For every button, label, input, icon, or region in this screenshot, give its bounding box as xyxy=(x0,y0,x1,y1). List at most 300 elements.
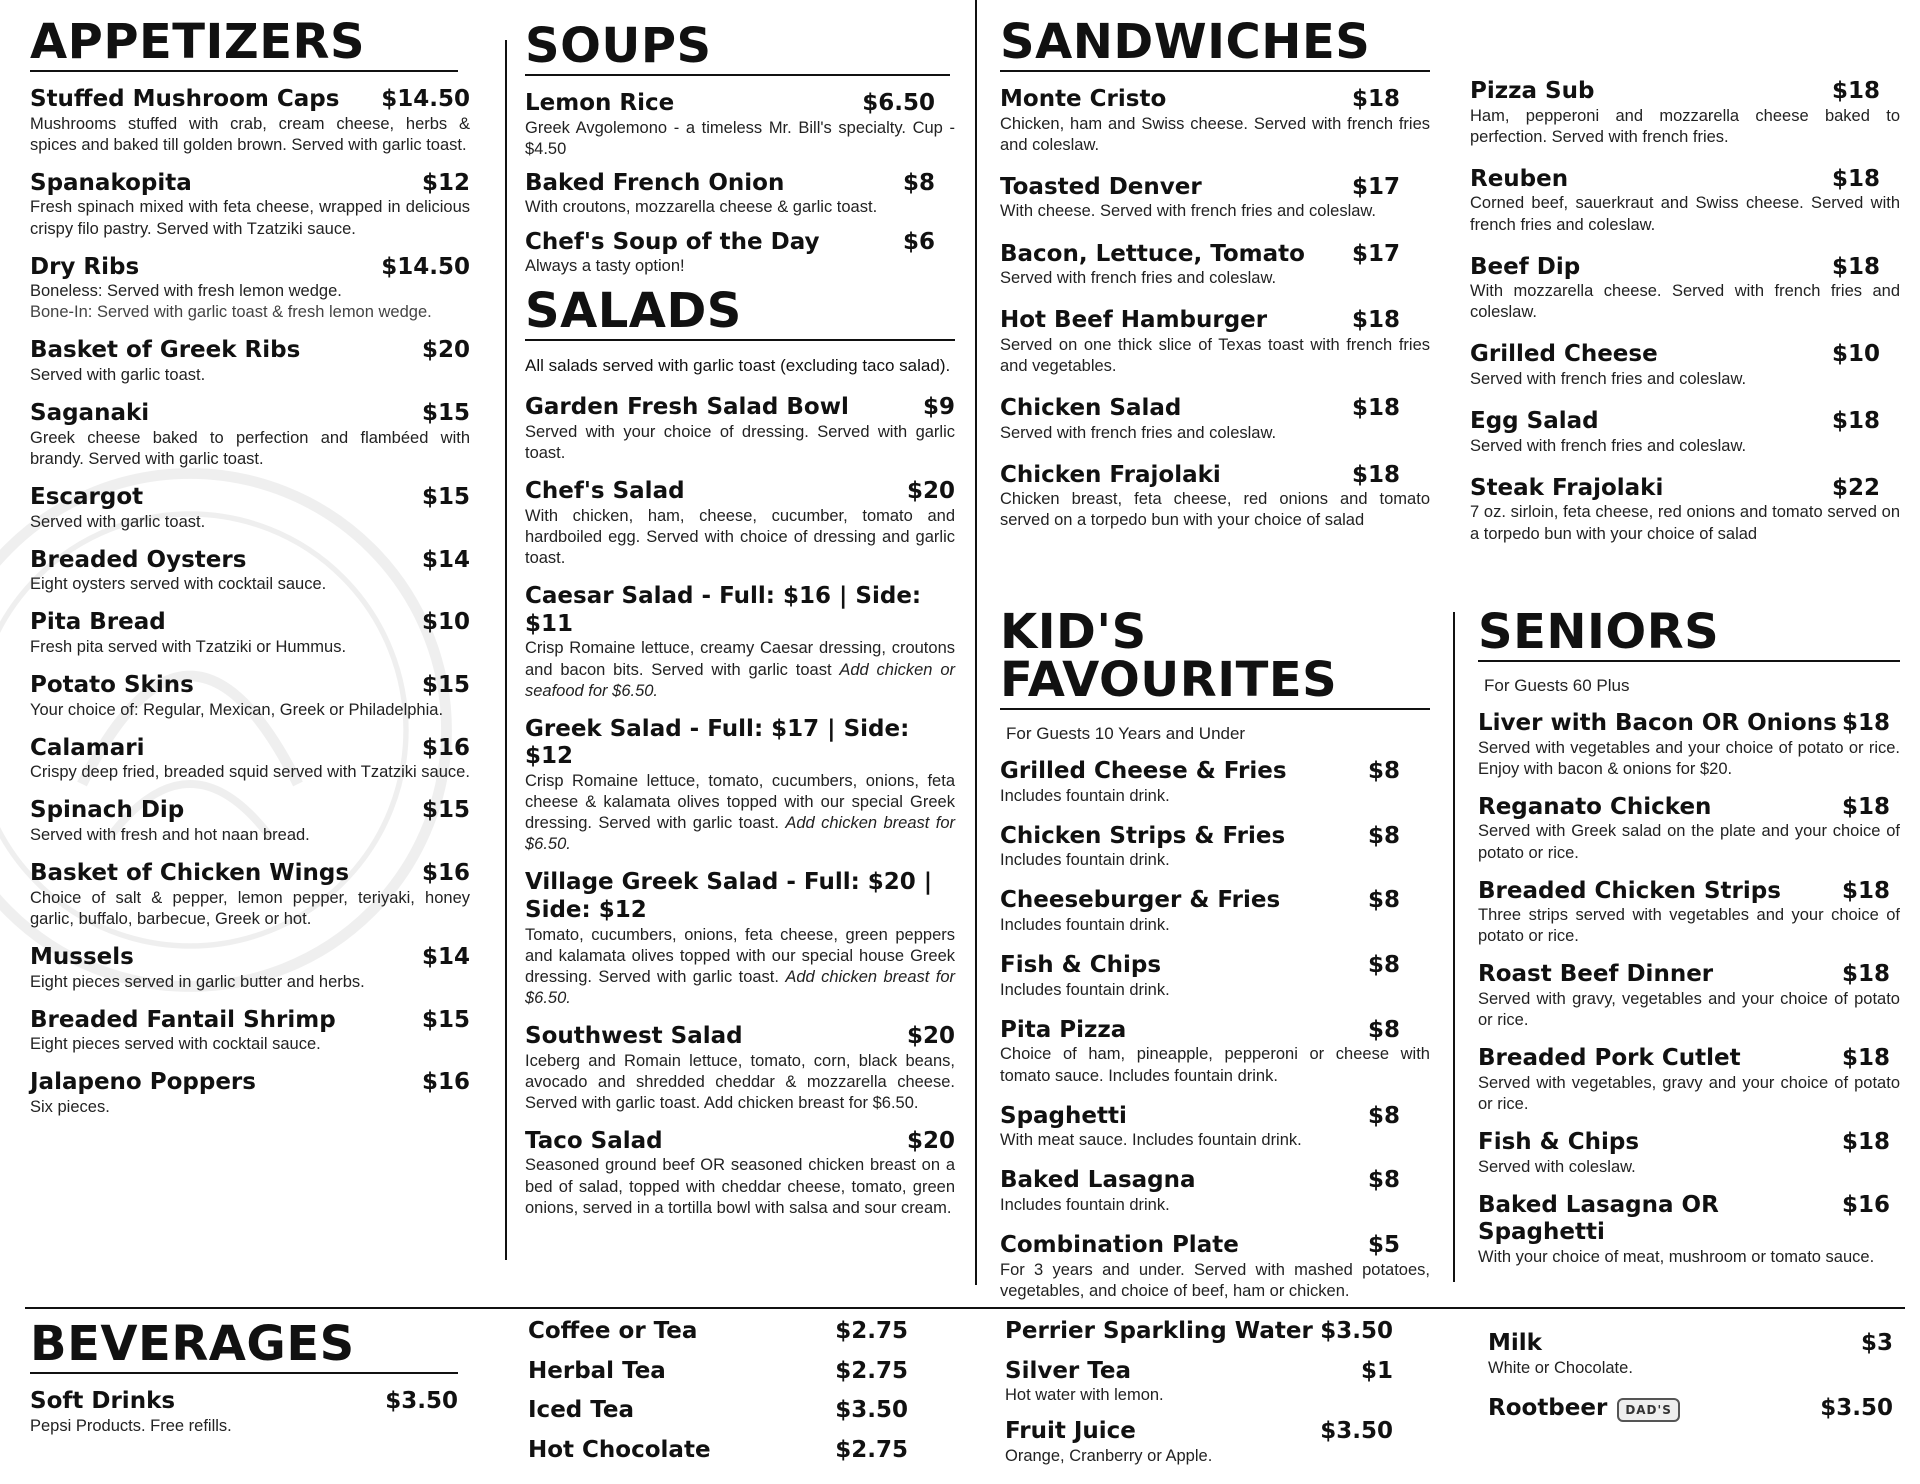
menu-item xyxy=(1005,1318,1413,1346)
menu-item-name-wrap xyxy=(525,716,955,771)
menu-item-price: $8 xyxy=(1367,952,1400,979)
menu-item-price: $12 xyxy=(421,169,470,196)
menu-item-addon-note: Add chicken or seafood for $6.50. xyxy=(525,660,955,700)
menu-item-name: Bacon, Lettuce, Tomato xyxy=(1000,240,1305,267)
menu-item xyxy=(525,583,955,702)
menu-item-description xyxy=(1000,850,1430,871)
menu-item-description-text: Crisp Romaine lettuce, creamy Caesar dressing, croutons and bacon bits. Served with garlic toast xyxy=(525,639,955,679)
menu-item-name: Soft Drinks xyxy=(30,1388,176,1414)
menu-item-name-wrap xyxy=(528,1318,697,1346)
menu-item-description xyxy=(1000,114,1430,156)
menu-item-name: Southwest Salad xyxy=(525,1022,743,1049)
menu-item-header xyxy=(30,735,470,763)
menu-item-price: $6 xyxy=(902,228,935,255)
menu-item-name-wrap xyxy=(528,1358,666,1386)
menu-item-description-text: Served with french fries and coleslaw. xyxy=(1000,423,1277,442)
menu-item-header xyxy=(1488,1395,1893,1423)
menu-item xyxy=(1470,475,1900,545)
menu-item-price: $6.50 xyxy=(862,90,935,116)
menu-item xyxy=(1470,78,1900,148)
menu-item xyxy=(525,1128,955,1219)
menu-item-name: Spaghetti xyxy=(1000,1102,1127,1129)
menu-item-description-text: With cheese. Served with french fries and coleslaw. xyxy=(1000,202,1377,221)
menu-item-description xyxy=(1000,1260,1430,1302)
menu-item-header xyxy=(525,1023,955,1051)
menu-item xyxy=(30,860,470,930)
menu-item-header xyxy=(30,609,470,637)
divider-kids-seniors xyxy=(1453,612,1455,1282)
menu-item-addon-note: Add chicken breast for $6.50. xyxy=(525,967,955,1007)
menu-item-description xyxy=(1470,436,1900,457)
menu-item xyxy=(1000,307,1430,377)
menu-item-description xyxy=(30,512,470,533)
menu-item-description-text: Served with french fries and coleslaw. xyxy=(1000,269,1277,288)
menu-item-name: Chicken Strips & Fries xyxy=(1000,822,1286,849)
menu-item-description xyxy=(30,888,470,930)
beverages-section xyxy=(30,1316,458,1445)
menu-item xyxy=(1000,1232,1430,1302)
menu-item-description xyxy=(1478,1247,1900,1268)
menu-item xyxy=(1000,395,1430,444)
menu-item-name: Breaded Fantail Shrimp xyxy=(30,1006,336,1033)
menu-item-price: $14 xyxy=(421,943,470,970)
menu-item xyxy=(525,170,955,219)
menu-item-name-wrap xyxy=(1000,823,1285,851)
menu-item-description xyxy=(30,428,470,470)
menu-item-name: Garden Fresh Salad Bowl xyxy=(525,394,849,421)
menu-item-description-text: Served with garlic toast. xyxy=(30,366,206,385)
menu-item-description-text: Hot water with lemon. xyxy=(1005,1386,1164,1405)
menu-item-description xyxy=(1000,1130,1430,1151)
menu-item-description-text: Fresh spinach mixed with feta cheese, wrapped in delicious crispy filo pastry. Served with Tzatziki sauce. xyxy=(30,198,470,238)
menu-item-price: $15 xyxy=(421,1006,470,1033)
menu-item-price: $15 xyxy=(421,797,470,824)
menu-item-name: Baked French Onion xyxy=(525,169,785,196)
sandwiches-section-right xyxy=(1470,78,1900,563)
menu-item xyxy=(1488,1330,1893,1379)
menu-item-description xyxy=(1005,1446,1413,1467)
menu-item-price: $18 xyxy=(1841,1129,1890,1156)
menu-item-header xyxy=(30,337,470,365)
menu-item-price: $18 xyxy=(1831,408,1880,435)
menu-item-description xyxy=(1470,502,1900,544)
menu-item-description xyxy=(1000,786,1430,807)
menu-item-price: $10 xyxy=(421,609,470,636)
menu-item-name: Reganato Chicken xyxy=(1478,793,1712,820)
menu-item-name-wrap xyxy=(30,170,192,198)
menu-item xyxy=(1470,341,1900,390)
kids-section xyxy=(1000,604,1430,1318)
menu-item-name: Hot Beef Hamburger xyxy=(1000,307,1268,334)
menu-item-name-wrap xyxy=(525,90,674,118)
menu-item-header xyxy=(1000,823,1430,851)
menu-item xyxy=(1478,1192,1900,1268)
menu-item-description xyxy=(30,1416,458,1437)
menu-item-name: Chicken Salad xyxy=(1000,395,1182,422)
beverages-list-b xyxy=(528,1318,928,1464)
menu-item-header xyxy=(30,254,470,282)
divider-soups-sandwiches xyxy=(975,0,977,1285)
menu-item-name-wrap xyxy=(528,1437,711,1465)
menu-item-description xyxy=(1000,201,1430,222)
menu-item xyxy=(525,869,955,1009)
menu-item xyxy=(1000,241,1430,290)
menu-item-header xyxy=(525,1128,955,1156)
sandwiches-list-left xyxy=(1000,86,1430,532)
menu-item xyxy=(528,1437,928,1465)
menu-item-description-text: Served with vegetables and your choice of potato or rice. Enjoy with bacon & onions for $20. xyxy=(1478,738,1900,778)
menu-item xyxy=(525,716,955,856)
menu-item-name-wrap xyxy=(1000,758,1287,786)
menu-item xyxy=(1470,254,1900,324)
menu-item-header xyxy=(1000,1232,1430,1260)
menu-item-name-wrap xyxy=(1000,952,1161,980)
menu-item-description-text: Served with gravy, vegetables and your choice of potato or rice. xyxy=(1478,990,1900,1030)
menu-item-header xyxy=(1000,174,1430,202)
menu-item xyxy=(30,170,470,240)
menu-item-description-text: With croutons, mozzarella cheese & garlic toast. xyxy=(525,198,878,217)
menu-item-description xyxy=(30,365,470,386)
menu-item-header xyxy=(30,1388,458,1416)
menu-item-name: Breaded Chicken Strips xyxy=(1478,877,1781,904)
menu-item-header xyxy=(1000,462,1430,490)
soups-list xyxy=(525,90,955,277)
menu-item-name: Chef's Salad xyxy=(525,478,685,505)
menu-item-name-wrap xyxy=(525,1128,663,1156)
menu-item-header xyxy=(30,797,470,825)
menu-item-name-wrap xyxy=(1005,1358,1131,1386)
menu-item-name-wrap xyxy=(30,672,194,700)
menu-item-price: $16 xyxy=(421,1069,470,1096)
menu-item-header xyxy=(525,869,955,924)
sandwiches-section-left xyxy=(1000,14,1430,550)
menu-item-header xyxy=(1478,961,1900,989)
sandwiches-title: SANDWICHES xyxy=(1000,18,1430,72)
menu-item xyxy=(30,672,470,721)
menu-item-description-text: Chicken breast, feta cheese, red onions and tomato served on a torpedo bun with your choice of salad xyxy=(1000,490,1430,530)
menu-item xyxy=(1005,1418,1413,1467)
menu-item-description-text: Served with fresh and hot naan bread. xyxy=(30,826,310,845)
menu-item-description-text: Boneless: Served with fresh lemon wedge. xyxy=(30,282,342,301)
salads-intro: All salads served with garlic toast (excluding taco salad). xyxy=(525,356,951,376)
menu-item-name-wrap xyxy=(1470,408,1599,436)
menu-item-name: Hot Chocolate xyxy=(528,1436,711,1463)
menu-item-description-text: Served with vegetables, gravy and your choice of potato or rice. xyxy=(1478,1073,1900,1113)
menu-item-price: $18 xyxy=(1351,461,1400,488)
menu-item-name: Roast Beef Dinner xyxy=(1478,961,1714,988)
menu-item-price: $18 xyxy=(1351,86,1400,112)
menu-item-name: Calamari xyxy=(30,734,145,761)
menu-item-description-text: Seasoned ground beef OR seasoned chicken breast on a bed of salad, topped with cheddar cheese, tomato, green onions, served in a tortilla bowl with salsa and sour cream. xyxy=(525,1156,955,1217)
menu-item-description-text: 7 oz. sirloin, feta cheese, red onions and tomato served on a torpedo bun with your choice of salad xyxy=(1470,503,1900,543)
menu-item-price: $20 xyxy=(906,478,955,505)
menu-item-price: $3.50 xyxy=(835,1397,908,1424)
menu-item-description-text: Includes fountain drink. xyxy=(1000,980,1170,999)
menu-item-name-wrap xyxy=(525,583,955,638)
menu-item-price: $8 xyxy=(902,169,935,196)
menu-item-header xyxy=(1005,1318,1413,1346)
menu-item-name: Monte Cristo xyxy=(1000,86,1167,112)
menu-item-name-wrap xyxy=(1488,1330,1542,1358)
menu-item-description xyxy=(1478,1157,1900,1178)
menu-item-description-text: Greek cheese baked to perfection and flambéed with brandy. Served with garlic toast. xyxy=(30,428,470,468)
menu-item-header xyxy=(528,1437,928,1465)
menu-item-name: Pizza Sub xyxy=(1470,78,1595,104)
menu-item-name-wrap xyxy=(1000,174,1202,202)
menu-item-price: $14 xyxy=(421,546,470,573)
menu-item-name-wrap xyxy=(1000,241,1305,269)
menu-item-name-wrap xyxy=(525,478,685,506)
menu-item-name: Lemon Rice xyxy=(525,90,675,116)
menu-item-price: $2.75 xyxy=(835,1318,908,1344)
menu-item-price: $17 xyxy=(1351,173,1400,200)
menu-item-name-wrap xyxy=(30,1388,175,1416)
menu-item-price: $18 xyxy=(1841,961,1890,988)
menu-item-description xyxy=(525,1051,955,1114)
menu-item xyxy=(30,484,470,533)
menu-item-name: Stuffed Mushroom Caps xyxy=(30,86,340,112)
menu-item xyxy=(30,1388,458,1437)
menu-item-name: Spinach Dip xyxy=(30,797,185,824)
menu-item xyxy=(525,1023,955,1114)
beverages-list-c xyxy=(1005,1318,1413,1467)
salads-title: SALADS xyxy=(525,287,955,341)
menu-item xyxy=(1000,823,1430,872)
menu-item-header xyxy=(30,547,470,575)
menu-item-description xyxy=(1470,193,1900,235)
menu-item-header xyxy=(1000,241,1430,269)
menu-item-description-text: Six pieces. xyxy=(30,1097,110,1116)
menu-item-price: $2.75 xyxy=(835,1357,908,1384)
kids-title: KID'S FAVOURITES xyxy=(1000,608,1430,710)
beverages-list-d xyxy=(1488,1330,1893,1422)
menu-item-name: Village Greek Salad - Full: $20 | Side: $12 xyxy=(525,869,933,923)
menu-item-header xyxy=(1000,952,1430,980)
soups-salads-section xyxy=(525,18,955,1233)
menu-item-name-wrap xyxy=(1000,462,1221,490)
menu-item-name-wrap xyxy=(30,400,149,428)
menu-item-description-text: For 3 years and under. Served with mashed potatoes, vegetables, and choice of beef, ham or chicken. xyxy=(1000,1260,1430,1300)
menu-item-price: $18 xyxy=(1841,793,1890,820)
menu-item-name: Dry Ribs xyxy=(30,253,140,280)
menu-item-description-text: Includes fountain drink. xyxy=(1000,1195,1170,1214)
menu-item xyxy=(30,254,470,324)
menu-item-description-text: Served with french fries and coleslaw. xyxy=(1470,370,1747,389)
menu-item-name: Caesar Salad - Full: $16 | Side: $11 xyxy=(525,583,922,637)
menu-item-name-wrap xyxy=(525,170,784,198)
menu-item xyxy=(30,797,470,846)
menu-item-name-wrap xyxy=(1000,1017,1126,1045)
menu-item-description xyxy=(30,637,470,658)
menu-item xyxy=(1000,86,1430,156)
menu-item-description-text: Three strips served with vegetables and your choice of potato or rice. xyxy=(1478,906,1900,946)
menu-item xyxy=(1000,174,1430,223)
menu-item-description-text: Served with Greek salad on the plate and your choice of potato or rice. xyxy=(1478,822,1900,862)
menu-item-description-text: White or Chocolate. xyxy=(1488,1358,1633,1377)
menu-item-name-wrap xyxy=(1478,794,1711,822)
menu-item-price: $8 xyxy=(1367,1016,1400,1043)
menu-item xyxy=(528,1397,928,1425)
menu-item-price: $8 xyxy=(1367,1102,1400,1129)
menu-item xyxy=(1478,961,1900,1031)
menu-item-price: $15 xyxy=(421,483,470,510)
menu-item-description xyxy=(1005,1385,1413,1406)
menu-item-description-text: With your choice of meat, mushroom or tomato sauce. xyxy=(1478,1247,1875,1266)
menu-item-description xyxy=(525,1155,955,1218)
menu-item xyxy=(525,394,955,464)
menu-item-description xyxy=(525,422,955,464)
menu-item-price: $5 xyxy=(1367,1232,1400,1259)
menu-item-name-wrap xyxy=(30,735,145,763)
menu-item-header xyxy=(1478,1129,1900,1157)
menu-item-header xyxy=(1478,1192,1900,1247)
menu-item-header xyxy=(1478,1045,1900,1073)
menu-item xyxy=(1000,1103,1430,1152)
divider-appetizers-soups xyxy=(505,40,507,1260)
menu-item-description xyxy=(30,700,470,721)
menu-item-description-text: Always a tasty option! xyxy=(525,257,685,276)
menu-item-price: $3 xyxy=(1860,1330,1893,1356)
menu-item-price: $9 xyxy=(922,394,955,421)
menu-item-name-wrap xyxy=(1470,254,1580,282)
menu-item-description xyxy=(1000,1195,1430,1216)
menu-item-description-text: Orange, Cranberry or Apple. xyxy=(1005,1446,1213,1465)
menu-item-description-text: Crispy deep fried, breaded squid served with Tzatziki sauce. xyxy=(30,763,470,782)
menu-item-description xyxy=(1000,915,1430,936)
menu-item-name: Pita Pizza xyxy=(1000,1016,1127,1043)
menu-item-price: $3.50 xyxy=(1320,1418,1393,1445)
seniors-section xyxy=(1478,604,1900,1282)
menu-item-name: Escargot xyxy=(30,483,144,510)
menu-item-price: $18 xyxy=(1841,1045,1890,1072)
menu-item-name-wrap xyxy=(30,337,300,365)
menu-item-header xyxy=(30,944,470,972)
menu-item-name-wrap xyxy=(525,1023,743,1051)
beverages-col-d xyxy=(1488,1330,1893,1438)
menu-item-description-text: Eight pieces served in garlic butter and herbs. xyxy=(30,972,365,991)
beverages-col-b xyxy=(528,1318,928,1476)
menu-item-header xyxy=(525,478,955,506)
menu-item-price: $16 xyxy=(421,860,470,887)
menu-item-description-text: With chicken, ham, cheese, cucumber, tomato and hardboiled egg. Served with choice of dressing and garlic toast. xyxy=(525,506,955,568)
menu-item-name-wrap xyxy=(1478,1129,1639,1157)
menu-item-header xyxy=(525,716,955,771)
menu-item-header xyxy=(528,1358,928,1386)
rootbeer-brand-logo: DAD'S xyxy=(1617,1398,1680,1422)
menu-item-name: Taco Salad xyxy=(525,1127,663,1154)
menu-item-description-text: Eight pieces served with cocktail sauce. xyxy=(30,1035,321,1054)
seniors-title: SENIORS xyxy=(1478,608,1900,662)
menu-item-header xyxy=(30,672,470,700)
menu-item-price: $15 xyxy=(421,672,470,699)
menu-item-header xyxy=(30,86,470,114)
menu-item-price: $14.50 xyxy=(381,253,470,280)
menu-item-description xyxy=(1000,489,1430,531)
menu-item-header xyxy=(1000,758,1430,786)
menu-item-description-text: Includes fountain drink. xyxy=(1000,916,1170,934)
menu-item-addon-note: Add chicken breast for $6.50. xyxy=(525,814,955,854)
menu-item-price: $20 xyxy=(421,337,470,364)
menu-item-description-secondary: Bone-In: Served with garlic toast & fresh lemon wedge. xyxy=(30,303,432,322)
menu-item-description-text: Choice of ham, pineapple, pepperoni or cheese with tomato sauce. Includes fountain drink. xyxy=(1000,1045,1430,1085)
menu-item-price: $17 xyxy=(1351,240,1400,267)
menu-item-name-wrap xyxy=(525,394,849,422)
menu-item-price: $10 xyxy=(1831,341,1880,368)
menu-item xyxy=(1000,1167,1430,1216)
divider-beverages xyxy=(25,1307,1905,1309)
seniors-list xyxy=(1478,710,1900,1268)
menu-item-description-text: Includes fountain drink. xyxy=(1000,851,1170,870)
menu-item-description-text: Served with your choice of dressing. Served with garlic toast. xyxy=(525,423,955,463)
menu-item-header xyxy=(1005,1358,1413,1386)
menu-item xyxy=(30,1069,470,1118)
menu-item-description xyxy=(30,281,470,302)
menu-item-price: $14.50 xyxy=(381,86,470,112)
menu-item-name: Baked Lasagna xyxy=(1000,1167,1196,1194)
menu-item xyxy=(1000,462,1430,532)
menu-item-price: $16 xyxy=(1841,1191,1890,1218)
menu-item-description xyxy=(30,972,470,993)
menu-item xyxy=(1470,408,1900,457)
menu-item-name: Baked Lasagna OR Spaghetti xyxy=(1478,1191,1719,1246)
menu-item xyxy=(1000,1017,1430,1087)
menu-item-name: Greek Salad - Full: $17 | Side: $12 xyxy=(525,715,910,770)
menu-item xyxy=(1000,887,1430,936)
menu-item-name: Chef's Soup of the Day xyxy=(525,228,820,255)
menu-item-name-wrap xyxy=(30,254,139,282)
menu-item-description xyxy=(1470,369,1900,390)
menu-item-name-wrap xyxy=(1000,1232,1239,1260)
menu-item xyxy=(1000,758,1430,807)
menu-item-header xyxy=(1005,1418,1413,1446)
menu-item-name-wrap xyxy=(1478,961,1713,989)
menu-item-name-wrap xyxy=(30,797,184,825)
menu-item-header xyxy=(1478,794,1900,822)
menu-item-description xyxy=(525,256,955,277)
menu-item-header xyxy=(1000,1017,1430,1045)
menu-item-price: $3.50 xyxy=(1820,1394,1893,1421)
menu-item-description xyxy=(1478,1073,1900,1115)
menu-item-header xyxy=(1000,887,1430,915)
seniors-subtitle: For Guests 60 Plus xyxy=(1484,676,1630,695)
menu-item xyxy=(525,90,955,160)
menu-item-description-text: Eight oysters served with cocktail sauce. xyxy=(30,575,327,594)
menu-item-price: $18 xyxy=(1351,395,1400,422)
menu-item-header xyxy=(525,394,955,422)
menu-item-name: Egg Salad xyxy=(1470,408,1599,435)
menu-item-name-wrap xyxy=(1470,78,1594,106)
menu-item-header xyxy=(525,90,955,118)
menu-item-name: Grilled Cheese & Fries xyxy=(1000,758,1287,784)
salads-list xyxy=(525,394,955,1218)
menu-item xyxy=(30,609,470,658)
menu-item-description xyxy=(30,1097,470,1118)
menu-item-description xyxy=(30,825,470,846)
menu-item xyxy=(30,337,470,386)
menu-item-name-wrap xyxy=(1005,1318,1313,1346)
menu-item-header xyxy=(30,1007,470,1035)
kids-list xyxy=(1000,758,1430,1302)
menu-item-name-wrap xyxy=(1478,878,1781,906)
menu-item-name-wrap xyxy=(30,86,339,114)
menu-item-name: Reuben xyxy=(1470,165,1569,192)
menu-item-price: $18 xyxy=(1831,165,1880,192)
menu-item-description-text: Served with garlic toast. xyxy=(30,512,206,531)
menu-item xyxy=(528,1318,928,1346)
menu-item-name: Perrier Sparkling Water xyxy=(1005,1318,1313,1344)
menu-item xyxy=(30,400,470,470)
menu-item-price: $3.50 xyxy=(1320,1318,1393,1344)
